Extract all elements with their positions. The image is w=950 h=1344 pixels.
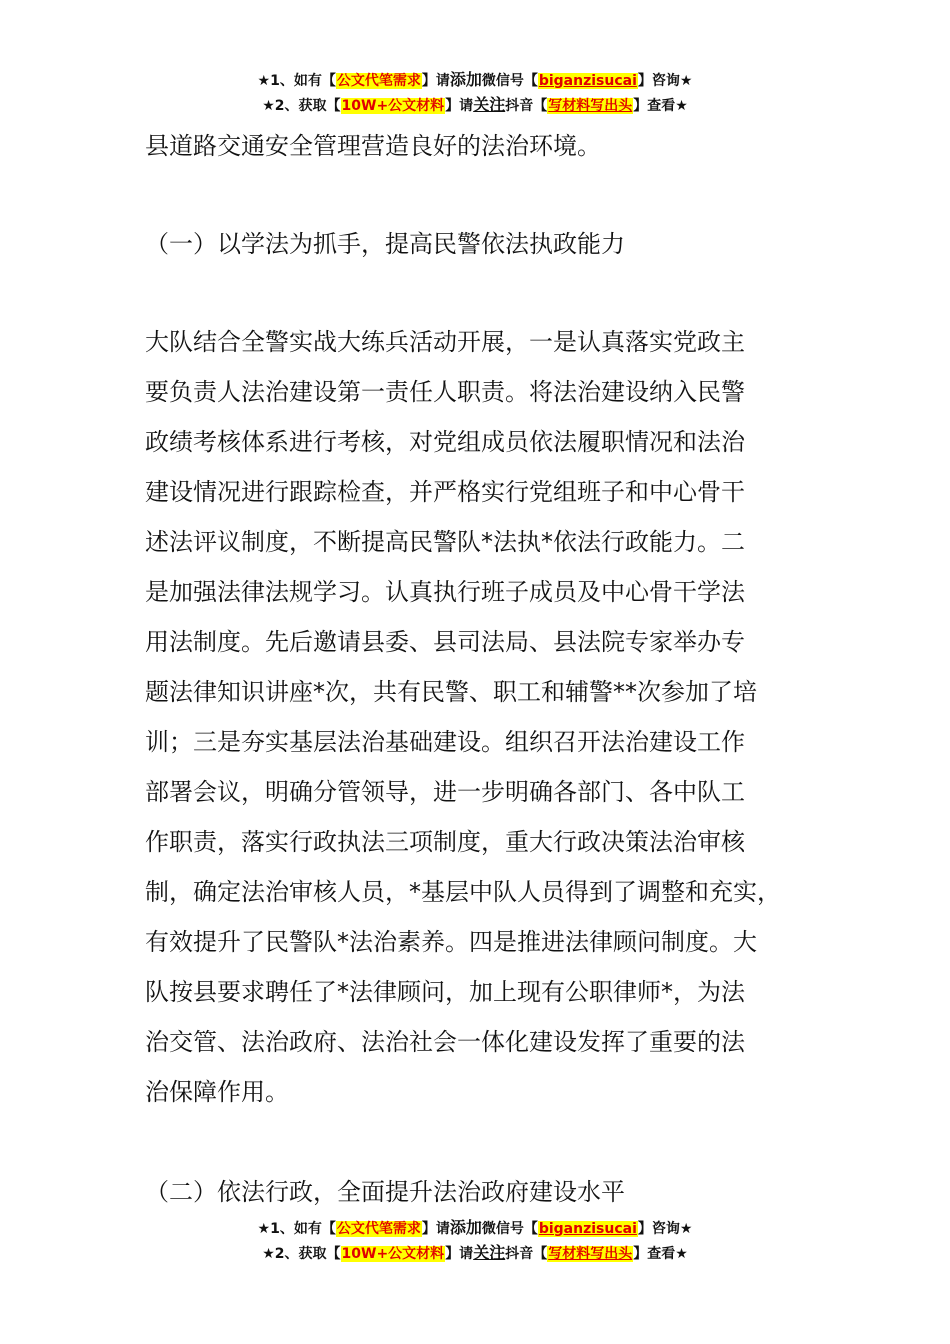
paragraph-line: 部署会议，明确分管领导，进一步明确各部门、各中队工 — [145, 778, 745, 806]
paragraph-line: 是加强法律法规学习。认真执行班子成员及中心骨干学法 — [145, 578, 745, 606]
banner-line-1 — [0, 1216, 950, 1241]
paragraph-line: 训；三是夯实基层法治基础建设。组织召开法治建设工作 — [145, 728, 745, 756]
lead-line: 县道路交通安全管理营造良好的法治环境。 — [145, 132, 601, 160]
banner-line-2 — [0, 1241, 950, 1266]
paragraph-line: 要负责人法治建设第一责任人职责。将法治建设纳入民警 — [145, 378, 745, 406]
paragraph-line: 队按县要求聘任了*法律顾问，加上现有公职律师*，为法 — [145, 978, 745, 1006]
douyin-account-link[interactable]: 写材料写出头 — [548, 1246, 633, 1262]
banner-text: 抖音【 — [505, 1246, 548, 1262]
paragraph-line: 述法评议制度，不断提高民警队*法执*依法行政能力。二 — [145, 528, 745, 556]
paragraph-line: 用法制度。先后邀请县委、县司法局、县法院专家举办专 — [145, 628, 745, 656]
banner-text: ★1、如有【 — [257, 73, 336, 89]
banner-text: ★1、如有【 — [257, 1221, 336, 1237]
banner-text: ★2、获取【 — [262, 1246, 341, 1262]
banner-text: 】查看★ — [633, 98, 688, 114]
banner-emphasis: 添加 — [449, 70, 482, 89]
wechat-id-link[interactable]: biganzisucai — [538, 73, 637, 89]
banner-emphasis: 添加 — [449, 1218, 482, 1237]
banner-text: 微信号【 — [481, 1221, 538, 1237]
footer-banner — [0, 1216, 950, 1266]
banner-text: 】咨询★ — [637, 1221, 693, 1237]
banner-emphasis: 关注 — [473, 95, 506, 114]
body-paragraph — [145, 317, 825, 1117]
paragraph-line: 治保障作用。 — [145, 1078, 289, 1106]
document-body — [145, 121, 825, 1217]
highlight-service: 公文代笔需求 — [336, 1221, 421, 1237]
section-heading-2: （二）依法行政，全面提升法治政府建设水平 — [145, 1178, 625, 1206]
paragraph-line: 作职责，落实行政执法三项制度，重大行政决策法治审核 — [145, 828, 745, 856]
banner-text: 】请 — [421, 1221, 450, 1237]
paragraph-line: 题法律知识讲座*次，共有民警、职工和辅警**次参加了培 — [145, 678, 757, 706]
paragraph-line: 制，确定法治审核人员，*基层中队人员得到了调整和充实， — [145, 878, 781, 906]
banner-emphasis: 关注 — [473, 1243, 506, 1262]
banner-line-2 — [0, 93, 950, 118]
banner-line-1 — [0, 68, 950, 93]
paragraph-line: 大队结合全警实战大练兵活动开展，一是认真落实党政主 — [145, 328, 745, 356]
section-heading-1: （一）以学法为抓手，提高民警依法执政能力 — [145, 230, 625, 258]
banner-text: 】咨询★ — [637, 73, 693, 89]
banner-text: 抖音【 — [505, 98, 548, 114]
header-banner — [0, 68, 950, 118]
highlight-materials: 10W+公文材料 — [341, 98, 445, 114]
spacer — [145, 171, 825, 219]
banner-text: 】查看★ — [633, 1246, 688, 1262]
spacer — [145, 1117, 825, 1167]
banner-text: 微信号【 — [481, 73, 538, 89]
paragraph-line: 有效提升了民警队*法治素养。四是推进法律顾问制度。大 — [145, 928, 757, 956]
paragraph-line: 政绩考核体系进行考核，对党组成员依法履职情况和法治 — [145, 428, 745, 456]
wechat-id-link[interactable]: biganzisucai — [538, 1221, 637, 1237]
banner-text: 】请 — [445, 1246, 474, 1262]
douyin-account-link[interactable]: 写材料写出头 — [548, 98, 633, 114]
banner-text: ★2、获取【 — [262, 98, 341, 114]
banner-text: 】请 — [445, 98, 474, 114]
highlight-service: 公文代笔需求 — [336, 73, 421, 89]
highlight-materials: 10W+公文材料 — [341, 1246, 445, 1262]
banner-text: 】请 — [421, 73, 450, 89]
spacer — [145, 269, 825, 317]
paragraph-line: 治交管、法治政府、法治社会一体化建设发挥了重要的法 — [145, 1028, 745, 1056]
paragraph-line: 建设情况进行跟踪检查，并严格实行党组班子和中心骨干 — [145, 478, 745, 506]
